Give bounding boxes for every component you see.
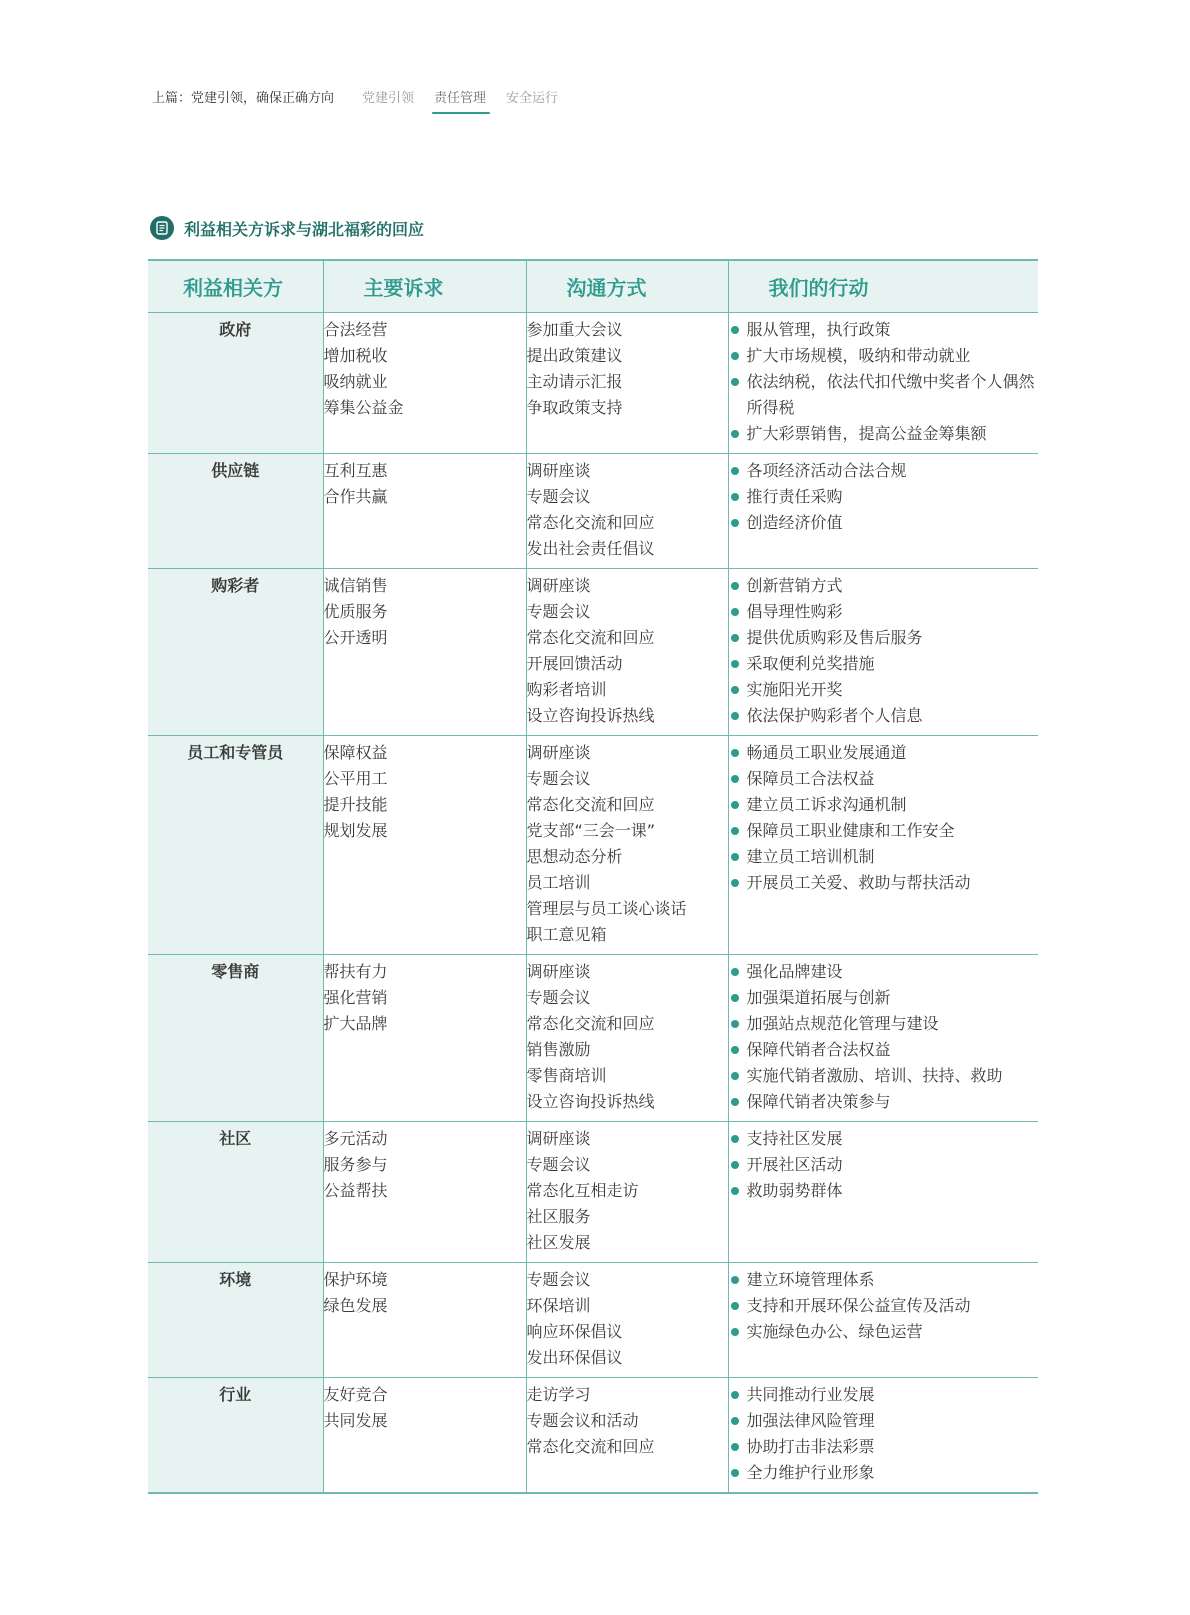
action-item: 保障员工职业健康和工作安全 [729, 818, 1039, 844]
action-item: 建立员工诉求沟通机制 [729, 792, 1039, 818]
demands-cell [323, 453, 526, 568]
demand-item: 提升技能 [323, 794, 388, 814]
table-row [148, 453, 1038, 568]
table-row [148, 735, 1038, 954]
communication-item: 常态化交流和回应 [526, 1436, 655, 1456]
action-item: 加强渠道拓展与创新 [729, 985, 1039, 1011]
actions-cell [728, 1262, 1038, 1377]
demand-item: 服务参与 [323, 1154, 388, 1174]
demand-item: 公益帮扶 [323, 1180, 388, 1200]
action-item: 加强法律风险管理 [729, 1408, 1039, 1434]
table-header-row [148, 260, 1038, 312]
demand-item: 扩大品牌 [323, 1013, 388, 1033]
demand-item: 筹集公益金 [323, 397, 404, 417]
comm-cell [526, 954, 728, 1121]
communication-item: 设立咨询投诉热线 [526, 705, 655, 725]
action-item: 协助打击非法彩票 [729, 1434, 1039, 1460]
communication-item: 专题会议 [526, 486, 591, 506]
top-navigation [152, 87, 578, 106]
action-item: 保障代销者决策参与 [729, 1089, 1039, 1115]
communication-item: 争取政策支持 [526, 397, 623, 417]
communication-item: 销售激励 [526, 1039, 591, 1059]
table-row [148, 1377, 1038, 1493]
action-item: 畅通员工职业发展通道 [729, 740, 1039, 766]
table-row [148, 1121, 1038, 1262]
demand-item: 合法经营 [323, 319, 388, 339]
action-item: 救助弱势群体 [729, 1178, 1039, 1204]
communication-item: 提出政策建议 [526, 345, 623, 365]
communication-item: 走访学习 [526, 1384, 591, 1404]
communication-item: 环保培训 [526, 1295, 591, 1315]
demand-item: 绿色发展 [323, 1295, 388, 1315]
communication-item: 管理层与员工谈心谈话 [526, 898, 687, 918]
communication-item: 参加重大会议 [526, 319, 623, 339]
header-communication: 沟通方式 [526, 260, 728, 312]
demand-item: 共同发展 [323, 1410, 388, 1430]
communication-item: 响应环保倡议 [526, 1321, 623, 1341]
action-item: 支持和开展环保公益宣传及活动 [729, 1293, 1039, 1319]
demands-cell [323, 1262, 526, 1377]
communication-item: 购彩者培训 [526, 679, 607, 699]
action-item: 共同推动行业发展 [729, 1382, 1039, 1408]
header-demands: 主要诉求 [323, 260, 526, 312]
communication-item: 常态化交流和回应 [526, 794, 655, 814]
demands-cell [323, 312, 526, 453]
communication-item: 零售商培训 [526, 1065, 607, 1085]
action-item: 提供优质购彩及售后服务 [729, 625, 1039, 651]
demand-item: 公开透明 [323, 627, 388, 647]
demand-item: 吸纳就业 [323, 371, 388, 391]
demands-cell [323, 735, 526, 954]
communication-item: 社区服务 [526, 1206, 591, 1226]
action-item: 推行责任采购 [729, 484, 1039, 510]
stakeholder-cell: 行业 [148, 1377, 323, 1493]
header-actions: 我们的行动 [728, 260, 1038, 312]
communication-item: 常态化交流和回应 [526, 512, 655, 532]
action-item: 开展员工关爱、救助与帮扶活动 [729, 870, 1039, 896]
communication-item: 专题会议 [526, 768, 591, 788]
table-row [148, 568, 1038, 735]
demand-item: 互利互惠 [323, 460, 388, 480]
communication-item: 常态化交流和回应 [526, 627, 655, 647]
action-item: 支持社区发展 [729, 1126, 1039, 1152]
communication-item: 发出社会责任倡议 [526, 538, 655, 558]
communication-item: 社区发展 [526, 1232, 591, 1252]
action-item: 创新营销方式 [729, 573, 1039, 599]
action-item: 采取便利兑奖措施 [729, 651, 1039, 677]
stakeholder-cell: 供应链 [148, 453, 323, 568]
demands-cell [323, 1121, 526, 1262]
action-item: 服从管理，执行政策 [729, 317, 1039, 343]
action-item: 强化品牌建设 [729, 959, 1039, 985]
stakeholder-cell: 社区 [148, 1121, 323, 1262]
communication-item: 常态化交流和回应 [526, 1013, 655, 1033]
comm-cell [526, 1121, 728, 1262]
action-item: 创造经济价值 [729, 510, 1039, 536]
communication-item: 调研座谈 [526, 961, 591, 981]
action-item: 扩大彩票销售，提高公益金筹集额 [729, 421, 1039, 447]
section-header [150, 216, 424, 240]
actions-cell [728, 312, 1038, 453]
demand-item: 增加税收 [323, 345, 388, 365]
communication-item: 开展回馈活动 [526, 653, 623, 673]
comm-cell [526, 735, 728, 954]
stakeholder-table [148, 259, 1038, 1494]
action-item: 保障代销者合法权益 [729, 1037, 1039, 1063]
document-list-icon [150, 216, 174, 240]
demand-item: 保障权益 [323, 742, 388, 762]
table-row [148, 1262, 1038, 1377]
demands-cell [323, 954, 526, 1121]
communication-item: 专题会议和活动 [526, 1410, 639, 1430]
demand-item: 友好竞合 [323, 1384, 388, 1404]
table-row [148, 312, 1038, 453]
stakeholder-cell: 环境 [148, 1262, 323, 1377]
stakeholder-cell: 员工和专管员 [148, 735, 323, 954]
communication-item: 主动请示汇报 [526, 371, 623, 391]
actions-cell [728, 735, 1038, 954]
demand-item: 强化营销 [323, 987, 388, 1007]
comm-cell [526, 568, 728, 735]
action-item: 保障员工合法权益 [729, 766, 1039, 792]
demand-item: 优质服务 [323, 601, 388, 621]
comm-cell [526, 1377, 728, 1493]
communication-item: 设立咨询投诉热线 [526, 1091, 655, 1111]
communication-item: 调研座谈 [526, 460, 591, 480]
action-item: 建立员工培训机制 [729, 844, 1039, 870]
communication-item: 发出环保倡议 [526, 1347, 623, 1367]
communication-item: 专题会议 [526, 987, 591, 1007]
action-item: 实施绿色办公、绿色运营 [729, 1319, 1039, 1345]
action-item: 倡导理性购彩 [729, 599, 1039, 625]
action-item: 加强站点规范化管理与建设 [729, 1011, 1039, 1037]
action-item: 各项经济活动合法合规 [729, 458, 1039, 484]
stakeholder-cell: 政府 [148, 312, 323, 453]
section-title: 利益相关方诉求与湖北福彩的回应 [184, 219, 425, 239]
action-item: 扩大市场规模，吸纳和带动就业 [729, 343, 1039, 369]
action-item: 全力维护行业形象 [729, 1460, 1039, 1486]
communication-item: 调研座谈 [526, 1128, 591, 1148]
demand-item: 合作共赢 [323, 486, 388, 506]
action-item: 依法纳税，依法代扣代缴中奖者个人偶然所得税 [729, 369, 1039, 421]
demand-item: 公平用工 [323, 768, 388, 788]
communication-item: 职工意见箱 [526, 924, 607, 944]
communication-item: 调研座谈 [526, 742, 591, 762]
tab-responsibility-management[interactable]: 责任管理 [434, 87, 486, 106]
stakeholder-cell: 零售商 [148, 954, 323, 1121]
actions-cell [728, 1121, 1038, 1262]
communication-item: 党支部“三会一课” [526, 820, 656, 840]
demand-item: 规划发展 [323, 820, 388, 840]
demands-cell [323, 1377, 526, 1493]
communication-item: 专题会议 [526, 1269, 591, 1289]
demand-item: 帮扶有力 [323, 961, 388, 981]
action-item: 建立环境管理体系 [729, 1267, 1039, 1293]
actions-cell [728, 1377, 1038, 1493]
comm-cell [526, 453, 728, 568]
communication-item: 员工培训 [526, 872, 591, 892]
demand-item: 诚信销售 [323, 575, 388, 595]
demand-item: 保护环境 [323, 1269, 388, 1289]
header-stakeholder: 利益相关方 [148, 260, 323, 312]
actions-cell [728, 453, 1038, 568]
communication-item: 常态化互相走访 [526, 1180, 639, 1200]
action-item: 开展社区活动 [729, 1152, 1039, 1178]
communication-item: 思想动态分析 [526, 846, 623, 866]
action-item: 依法保护购彩者个人信息 [729, 703, 1039, 729]
stakeholder-cell: 购彩者 [148, 568, 323, 735]
communication-item: 专题会议 [526, 1154, 591, 1174]
comm-cell [526, 1262, 728, 1377]
tab-party-building[interactable]: 党建引领 [362, 91, 415, 106]
action-item: 实施阳光开奖 [729, 677, 1039, 703]
table-row [148, 954, 1038, 1121]
chapter-title: 上篇：党建引领，确保正确方向 [152, 91, 335, 106]
comm-cell [526, 312, 728, 453]
actions-cell [728, 568, 1038, 735]
tab-safe-operation[interactable]: 安全运行 [506, 91, 559, 106]
demand-item: 多元活动 [323, 1128, 388, 1148]
communication-item: 调研座谈 [526, 575, 591, 595]
action-item: 实施代销者激励、培训、扶持、救助 [729, 1063, 1039, 1089]
actions-cell [728, 954, 1038, 1121]
communication-item: 专题会议 [526, 601, 591, 621]
demands-cell [323, 568, 526, 735]
